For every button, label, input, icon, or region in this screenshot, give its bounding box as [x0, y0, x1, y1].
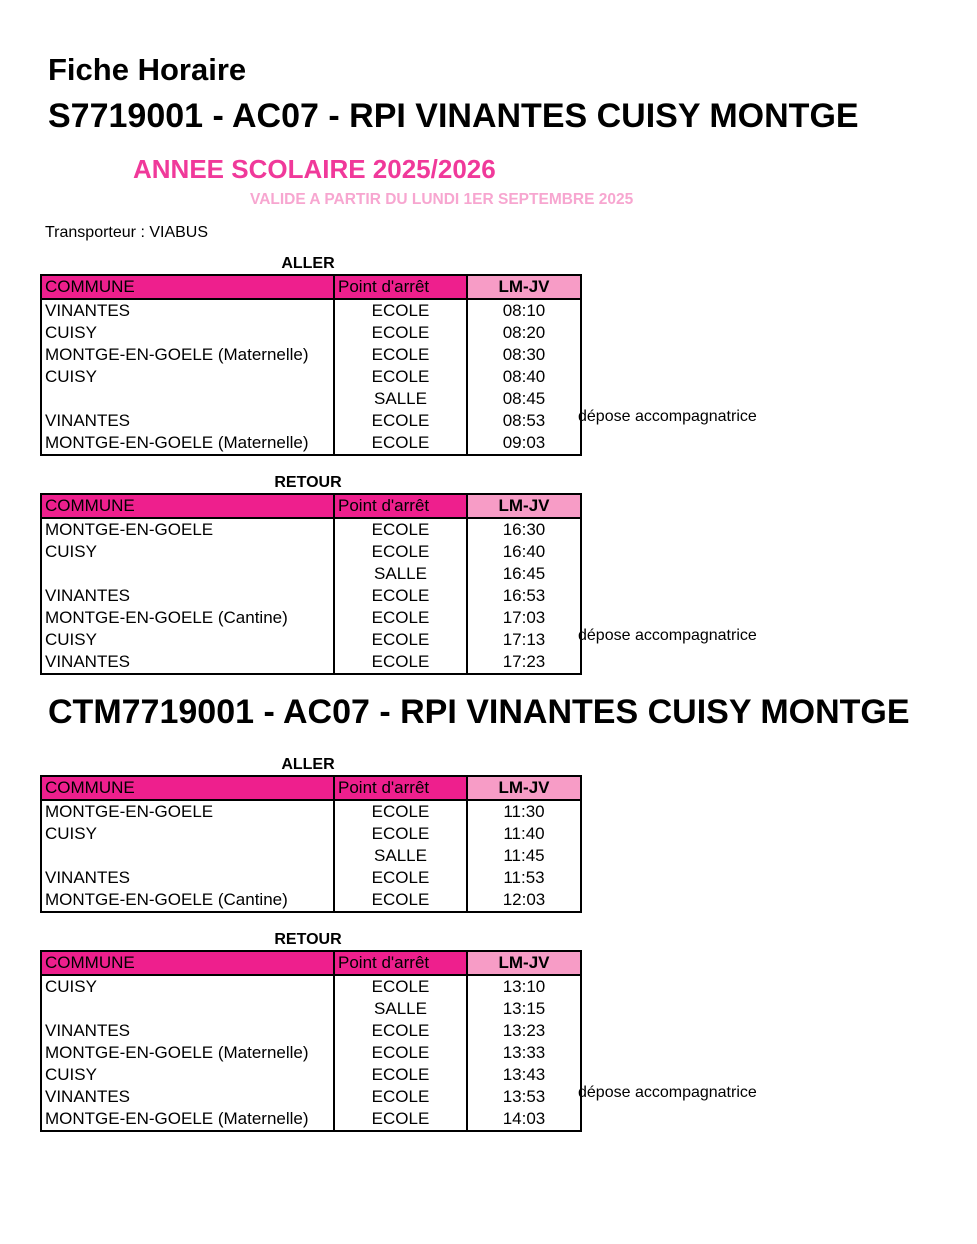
time-cell: 08:10	[467, 299, 581, 322]
commune-cell: VINANTES	[45, 652, 131, 671]
table-header-row	[41, 776, 581, 800]
time-cell: 08:30	[467, 344, 581, 366]
column-header-days: LM-JV	[467, 776, 581, 800]
column-header-commune: COMMUNE	[41, 951, 334, 975]
commune-cell: CUISY	[45, 977, 97, 996]
time-cell: 16:30	[467, 518, 581, 541]
stop-cell: ECOLE	[334, 1042, 467, 1064]
notes-column	[578, 493, 757, 647]
row-note	[578, 1038, 757, 1060]
stop-cell: ECOLE	[334, 322, 467, 344]
time-cell: 13:23	[467, 1020, 581, 1042]
row-note	[578, 340, 757, 362]
table-row	[41, 585, 581, 607]
commune-cell	[41, 388, 334, 410]
timetable-ctm-retour	[40, 930, 780, 1132]
commune-cell: VINANTES	[45, 586, 131, 605]
stop-cell: ECOLE	[334, 867, 467, 889]
stop-cell: ECOLE	[334, 607, 467, 629]
stop-cell: ECOLE	[334, 629, 467, 651]
time-cell: 13:33	[467, 1042, 581, 1064]
stop-cell: ECOLE	[334, 1064, 467, 1086]
commune-cell	[41, 563, 334, 585]
stop-cell: ECOLE	[334, 975, 467, 998]
table-row	[41, 1020, 581, 1042]
table-row	[41, 998, 581, 1020]
commune-cell: CUISY	[45, 824, 97, 843]
table-row	[41, 322, 581, 344]
row-note	[578, 362, 757, 384]
time-cell: 13:10	[467, 975, 581, 998]
time-cell: 17:03	[467, 607, 581, 629]
time-cell: 08:40	[467, 366, 581, 388]
column-header-days: LM-JV	[467, 494, 581, 518]
time-cell: 13:43	[467, 1064, 581, 1086]
commune-cell: VINANTES	[45, 868, 131, 887]
time-cell: 16:53	[467, 585, 581, 607]
table-header-row	[41, 494, 581, 518]
timetable-ctm-aller	[40, 755, 780, 913]
stop-cell: ECOLE	[334, 541, 467, 563]
commune-cell: CUISY	[45, 630, 97, 649]
commune-cell: MONTGE-EN-GOELE (Maternelle)	[45, 433, 309, 452]
row-note	[578, 537, 757, 559]
table-header-row	[41, 275, 581, 299]
time-cell: 11:45	[467, 845, 581, 867]
stop-cell: ECOLE	[334, 518, 467, 541]
stop-cell: ECOLE	[334, 1020, 467, 1042]
validity-notice: VALIDE A PARTIR DU LUNDI 1ER SEPTEMBRE 2025	[250, 191, 634, 208]
time-cell: 14:03	[467, 1108, 581, 1131]
row-note	[578, 515, 757, 537]
schedule-table	[40, 950, 582, 1132]
row-note	[578, 1016, 757, 1038]
stop-cell: ECOLE	[334, 585, 467, 607]
commune-cell: VINANTES	[45, 411, 131, 430]
table-row	[41, 629, 581, 651]
timetable-s-aller	[40, 254, 780, 456]
row-note	[578, 972, 757, 994]
time-cell: 13:53	[467, 1086, 581, 1108]
direction-label: RETOUR	[274, 474, 342, 491]
stop-cell: ECOLE	[334, 1086, 467, 1108]
table-row	[41, 563, 581, 585]
stop-cell: ECOLE	[334, 1108, 467, 1131]
commune-cell: MONTGE-EN-GOELE (Maternelle)	[45, 345, 309, 364]
time-cell: 11:40	[467, 823, 581, 845]
row-note	[578, 274, 757, 296]
table-row	[41, 366, 581, 388]
table-row	[41, 432, 581, 455]
stop-cell: ECOLE	[334, 651, 467, 674]
table-row	[41, 1086, 581, 1108]
commune-cell: MONTGE-EN-GOELE (Cantine)	[45, 890, 288, 909]
carrier-label: Transporteur : VIABUS	[45, 224, 209, 241]
line-title-ctm7719001: CTM7719001 - AC07 - RPI VINANTES CUISY MONTGE	[48, 693, 910, 731]
time-cell: 09:03	[467, 432, 581, 455]
commune-cell: VINANTES	[45, 301, 131, 320]
column-header-days: LM-JV	[467, 951, 581, 975]
column-header-point: Point d'arrêt	[334, 275, 467, 299]
time-cell: 11:53	[467, 867, 581, 889]
school-year-heading: ANNEE SCOLAIRE 2025/2026	[133, 154, 496, 184]
row-note	[578, 994, 757, 1016]
stop-cell: ECOLE	[334, 889, 467, 912]
stop-cell: ECOLE	[334, 410, 467, 432]
row-note	[578, 1060, 757, 1082]
row-note: dépose accompagnatrice	[578, 408, 757, 425]
stop-cell: ECOLE	[334, 299, 467, 322]
table-row	[41, 299, 581, 322]
stop-cell: SALLE	[334, 563, 467, 585]
time-cell: 17:23	[467, 651, 581, 674]
commune-cell: MONTGE-EN-GOELE	[45, 520, 214, 539]
schedule-table	[40, 274, 582, 456]
table-row	[41, 518, 581, 541]
time-cell: 08:20	[467, 322, 581, 344]
stop-cell: ECOLE	[334, 823, 467, 845]
time-cell: 12:03	[467, 889, 581, 912]
commune-cell: MONTGE-EN-GOELE (Maternelle)	[45, 1043, 309, 1062]
time-cell: 08:45	[467, 388, 581, 410]
direction-label: ALLER	[281, 255, 335, 272]
stop-cell: ECOLE	[334, 432, 467, 455]
row-note	[578, 318, 757, 340]
commune-cell: VINANTES	[45, 1087, 131, 1106]
column-header-commune: COMMUNE	[41, 494, 334, 518]
commune-cell: CUISY	[45, 367, 97, 386]
table-row	[41, 607, 581, 629]
direction-label: ALLER	[281, 756, 335, 773]
table-row	[41, 410, 581, 432]
column-header-point: Point d'arrêt	[334, 776, 467, 800]
column-header-point: Point d'arrêt	[334, 951, 467, 975]
line-title-s7719001: S7719001 - AC07 - RPI VINANTES CUISY MONTGE	[48, 97, 859, 135]
table-row	[41, 800, 581, 823]
commune-cell: VINANTES	[45, 1021, 131, 1040]
table-row	[41, 388, 581, 410]
schedule-table	[40, 493, 582, 675]
table-row	[41, 541, 581, 563]
row-note	[578, 581, 757, 603]
row-note: dépose accompagnatrice	[578, 1084, 757, 1101]
schedule-table	[40, 775, 582, 913]
commune-cell: CUISY	[45, 323, 97, 342]
time-cell: 17:13	[467, 629, 581, 651]
time-cell: 11:30	[467, 800, 581, 823]
notes-column	[578, 950, 757, 1104]
stop-cell: ECOLE	[334, 800, 467, 823]
table-row	[41, 1064, 581, 1086]
notes-column	[578, 274, 757, 428]
stop-cell: ECOLE	[334, 366, 467, 388]
timetable-s-retour	[40, 473, 780, 675]
row-note	[578, 950, 757, 972]
table-row	[41, 975, 581, 998]
row-note	[578, 296, 757, 318]
commune-cell: CUISY	[45, 1065, 97, 1084]
stop-cell: ECOLE	[334, 344, 467, 366]
column-header-point: Point d'arrêt	[334, 494, 467, 518]
table-row	[41, 344, 581, 366]
direction-label: RETOUR	[274, 931, 342, 948]
time-cell: 16:40	[467, 541, 581, 563]
time-cell: 13:15	[467, 998, 581, 1020]
table-row	[41, 1108, 581, 1131]
time-cell: 08:53	[467, 410, 581, 432]
table-row	[41, 845, 581, 867]
stop-cell: SALLE	[334, 845, 467, 867]
column-header-commune: COMMUNE	[41, 275, 334, 299]
commune-cell	[41, 998, 334, 1020]
commune-cell: MONTGE-EN-GOELE (Maternelle)	[45, 1109, 309, 1128]
row-note	[578, 559, 757, 581]
table-header-row	[41, 951, 581, 975]
table-row	[41, 651, 581, 674]
document-title: Fiche Horaire	[48, 52, 247, 87]
row-note	[578, 603, 757, 625]
commune-cell: CUISY	[45, 542, 97, 561]
column-header-commune: COMMUNE	[41, 776, 334, 800]
row-note	[578, 493, 757, 515]
stop-cell: SALLE	[334, 388, 467, 410]
commune-cell	[41, 845, 334, 867]
commune-cell: MONTGE-EN-GOELE	[45, 802, 214, 821]
stop-cell: SALLE	[334, 998, 467, 1020]
row-note	[578, 384, 757, 406]
table-row	[41, 867, 581, 889]
table-row	[41, 889, 581, 912]
table-row	[41, 1042, 581, 1064]
commune-cell: MONTGE-EN-GOELE (Cantine)	[45, 608, 288, 627]
time-cell: 16:45	[467, 563, 581, 585]
table-row	[41, 823, 581, 845]
column-header-days: LM-JV	[467, 275, 581, 299]
row-note: dépose accompagnatrice	[578, 627, 757, 644]
